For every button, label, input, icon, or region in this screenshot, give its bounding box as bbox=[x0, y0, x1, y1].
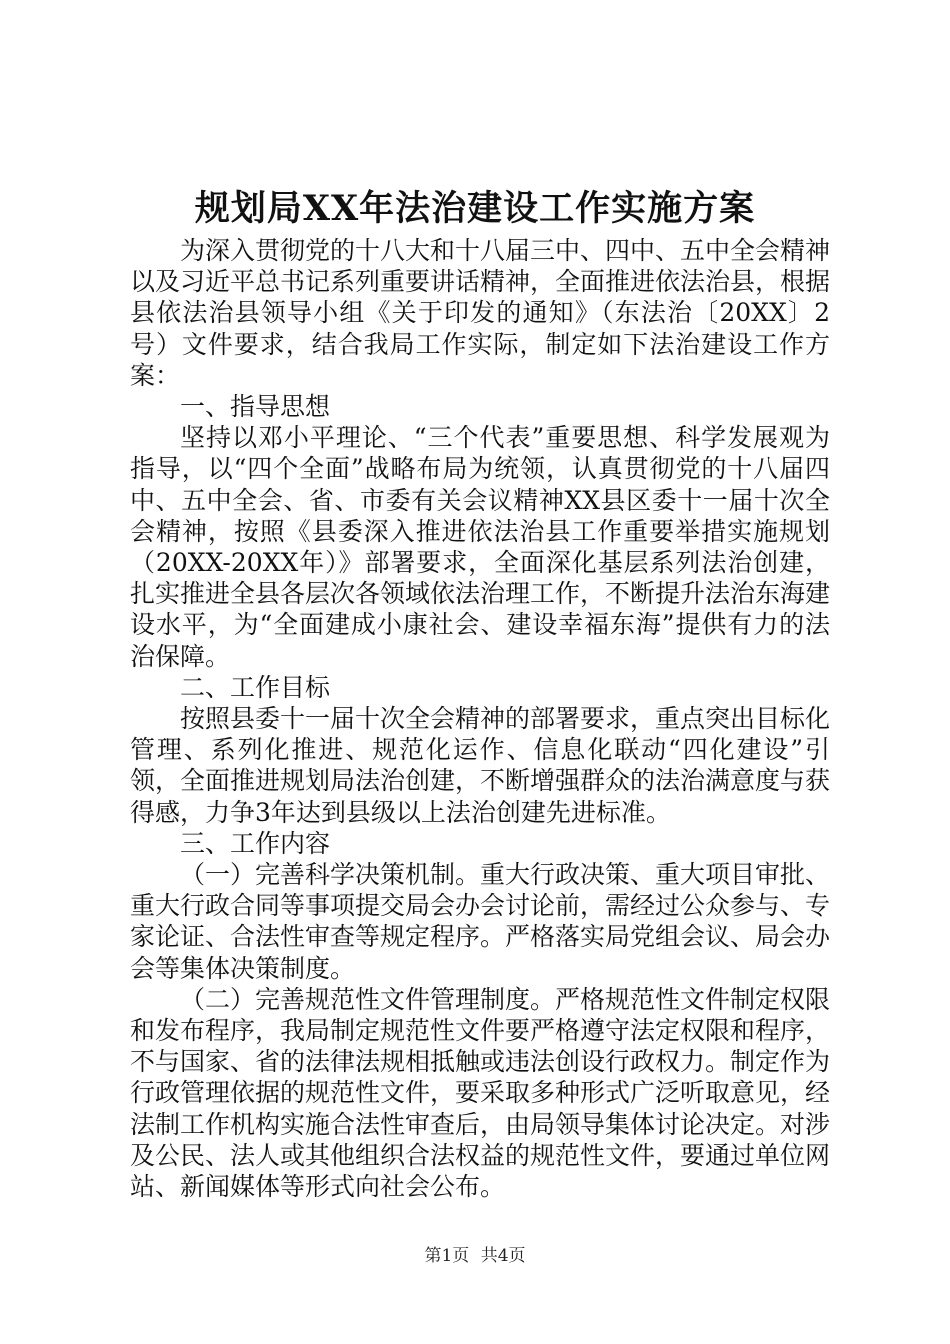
work-content-item-1: （一）完善科学决策机制。重大行政决策、重大项目审批、重大行政合同等事项提交局会办会讨论前，需经过公众参与、专家论证、合法性审查等规定程序。严格落实局党组会议、局会办会等集体决策制度。 bbox=[130, 860, 831, 983]
page-number-current: 第1页 bbox=[424, 1246, 470, 1266]
section-heading-work-goals: 二、工作目标 bbox=[180, 672, 331, 702]
work-content-item-2: （二）完善规范性文件管理制度。严格规范性文件制定权限和发布程序，我局制定规范性文件要严格遵守法定权限和程序，不与国家、省的法律法规相抵触或违法创设行政权力。制定作为行政管理依据的规范性文件，要采取多种形式广泛听取意见，经法制工作机构实施合法性审查后，由局领导集体讨论决定。对涉及公民、法人或其他组织合法权益的规范性文件，要通过单位网站、新闻媒体等形式向社会公布。 bbox=[130, 984, 831, 1202]
page-footer bbox=[0, 1245, 950, 1267]
intro-paragraph: 为深入贯彻党的十八大和十八届三中、四中、五中全会精神以及习近平总书记系列重要讲话精神，全面推进依法治县，根据县依法治县领导小组《关于印发的通知》（东法治〔20XX〕2号）文件要求，结合我局工作实际，制定如下法治建设工作方案： bbox=[130, 236, 831, 390]
section-heading-work-content: 三、工作内容 bbox=[180, 828, 331, 858]
guiding-ideology-paragraph: 坚持以邓小平理论、“三个代表”重要思想、科学发展观为指导，以“四个全面”战略布局为统领，认真贯彻党的十八届四中、五中全会、省、市委有关会议精神XX县区委十一届十次全会精神，按照《县委深入推进依法治县工作重要举措实施规划（20XX-20XX年）》部署要求，全面深化基层系列法治创建，扎实推进全县各层次各领域依法治理工作，不断提升法治东海建设水平，为“全面建成小康社会、建设幸福东海”提供有力的法治保障。 bbox=[130, 423, 831, 671]
section-heading-guiding-ideology: 一、指导思想 bbox=[180, 392, 331, 422]
document-body bbox=[130, 235, 830, 1202]
page-number-total: 共4页 bbox=[480, 1246, 526, 1266]
work-goals-paragraph: 按照县委十一届十次全会精神的部署要求，重点突出目标化管理、系列化推进、规范化运作、信息化联动“四化建设”引领，全面推进规划局法治创建，不断增强群众的法治满意度与获得感，力争3年达到县级以上法治创建先进标准。 bbox=[130, 704, 831, 827]
document-title: 规划局XX年法治建设工作实施方案 bbox=[194, 188, 756, 229]
